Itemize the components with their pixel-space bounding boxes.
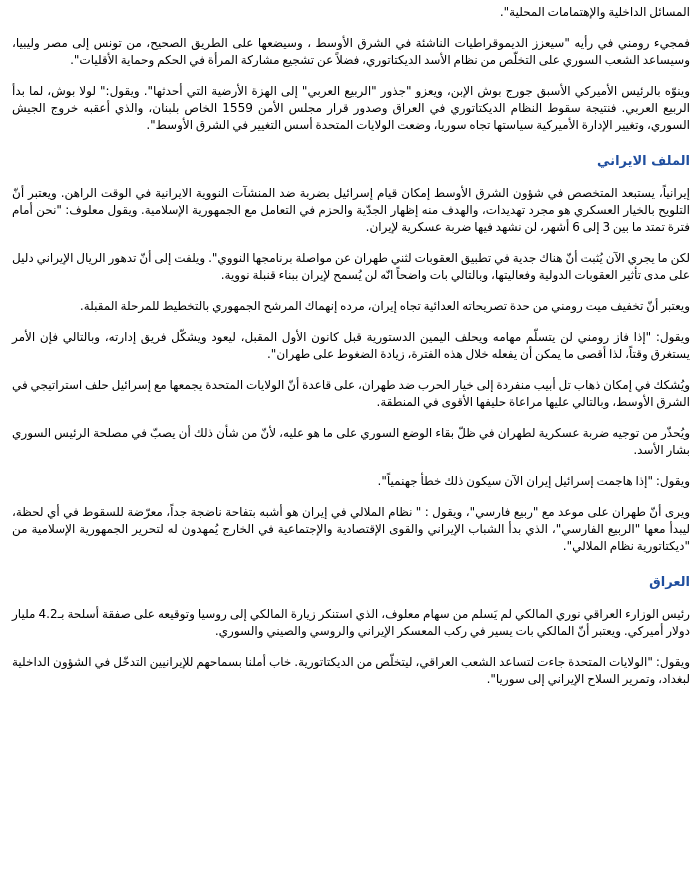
paragraph-romney-tone: ويعتبر أنّ تخفيف ميت رومني من حدة تصريحاته العدائية تجاه إيران، مرده إنهماك المرشح الجمهوري بالتخطيط للمرحلة المقبلة.: [79, 299, 690, 313]
paragraph-persian-spring: ويرى أنّ طهران على موعد مع "ربيع فارسي"، ويقول : " نظام الملالي في إيران هو أشبه بتفاحة ناضجة جداً، معرّضة للسقوط في أي لحظة، ليبدأ معها "الربيع الفارسي"، الذي بدأ الشباب الإيراني والقوى الإقتصادية والإجتماعية في الخارج يُمهدون له لتحرير الجمهورية الإسلامية من "ديكتاتورية نظام الملالي".: [12, 505, 690, 553]
paragraph-intro-fragment: المسائل الداخلية والإهتمامات المحلية".: [499, 5, 690, 19]
paragraph-sanctions-effect: لكن ما يجري الآن يُثبت أنّ هناك جدية في تطبيق العقوبات لثني طهران عن مواصلة برنامجها النووي". ويلفت إلى أنّ تدهور الريال الإيراني دليل على مدى تأثير العقوبات الدولية وفعاليتها، وبالتالي بات واضحاً انّه لن يُسمح لإيران ببناء قنبلة نووية.: [12, 251, 690, 282]
paragraph-romney-view: فمجيء رومني في رأيه "سيعزز الديموقراطيات الناشئة في الشرق الأوسط ، وسيضعها على الطريق الصحيح، من تونس إلى مصر وليبيا، وسيساعد الشعب السوري على التخلّص من نظام الأسد الديكتاتوري، فضلاً عن تشجيع مشاركة المرأة في الحكم وحماية الأقليات".: [12, 36, 690, 67]
paragraph-bush-arab-spring: وينوّه بالرئيس الأميركي الأسبق جورج بوش الإبن، ويعزو "جذور "الربيع العربي" إلى الهزة الأرضية التي أحدثها". ويقول:" لولا بوش، لما بدأ الربيع العربي. فنتيجة سقوط النظام الديكتاتوري في العراق وصدور قرار مجلس الأمن 1559 الخاص بلبنان، والذي أعقبه خروج الجيش السوري، وتغيير الإدارة الأميركية سياستها تجاه سوريا، وضعت الولايات المتحدة أسس التغيير في الشرق الأوسط".: [12, 84, 691, 132]
section-heading-iraq: العراق: [649, 575, 690, 590]
paragraph-romney-inauguration: ويقول: "إذا فاز رومني لن يتسلّم مهامه ويحلف اليمين الدستورية قبل كانون الأول المقبل، ليعود ويشكّل فريق إدارته، وبالتالي فإن الأمر يستغرق وقتاً، لذا أقصى ما يمكن أن يفعله خلال هذه الفترة، زيادة الضغوط على طهران".: [12, 330, 690, 361]
section-heading-iran-file: الملف الايراني: [597, 154, 690, 169]
paragraph-iran-strike-unlikely: إيرانياً، يستبعد المتخصص في شؤون الشرق الأوسط إمكان قيام إسرائيل بضربة ضد المنشآت النووية الايرانية في الوقت الراهن. ويعتبر أنّ التلويح بالخيار العسكري هو مجرد تهديدات، والهدف منه إظهار الجدّية والحزم في التعامل مع الجمهورية الإسلامية. ويقول معلوف: "نحن أمام فترة تمتد ما بين 3 إلى 6 أشهر، لن نشهد فيها ضربة عسكرية لإيران.: [12, 186, 690, 234]
paragraph-maliki-arms-deal: رئيس الوزارء العراقي نوري المالكي لم يَسلم من سهام معلوف، الذي استنكر زيارة المالكي إلى روسيا وتوقيعه على صفقة أسلحة بـ4.2 مليار دولار أميركي. ويعتبر أنّ المالكي بات يسير في ركب المعسكر الإيراني والروسي والصيني والسوري.: [12, 607, 690, 638]
paragraph-warning-strike: ويُحذّر من توجيه ضربة عسكرية لطهران في ظلّ بقاء الوضع السوري على ما هو عليه، لأنّ من شأن ذلك أن يصبّ في مصلحة الرئيس السوري بشار الأسد.: [12, 426, 690, 457]
paragraph-telaviv-doubt: ويُشكك في إمكان ذهاب تل أبيب منفردة إلى خيار الحرب ضد طهران، على قاعدة أنّ الولايات المتحدة يجمعها مع إسرائيل حلف استراتيجي في الشرق الأوسط، وبالتالي عليها مراعاة حليفها الأقوى في المنطقة.: [11, 378, 690, 409]
paragraph-us-iraq-quote: ويقول: "الولايات المتحدة جاءت لتساعد الشعب العراقي، ليتخلّص من الديكتاتورية. خاب أملنا بسماحهم للإيرانيين التدخّل في الشؤون الداخلية لبغداد، وتمرير السلاح الإيراني إلى سوريا".: [12, 655, 690, 686]
paragraph-hellish-mistake-quote: ويقول: "إذا هاجمت إسرائيل إيران الآن سيكون ذلك خطأ جهنمياً".: [377, 474, 690, 488]
